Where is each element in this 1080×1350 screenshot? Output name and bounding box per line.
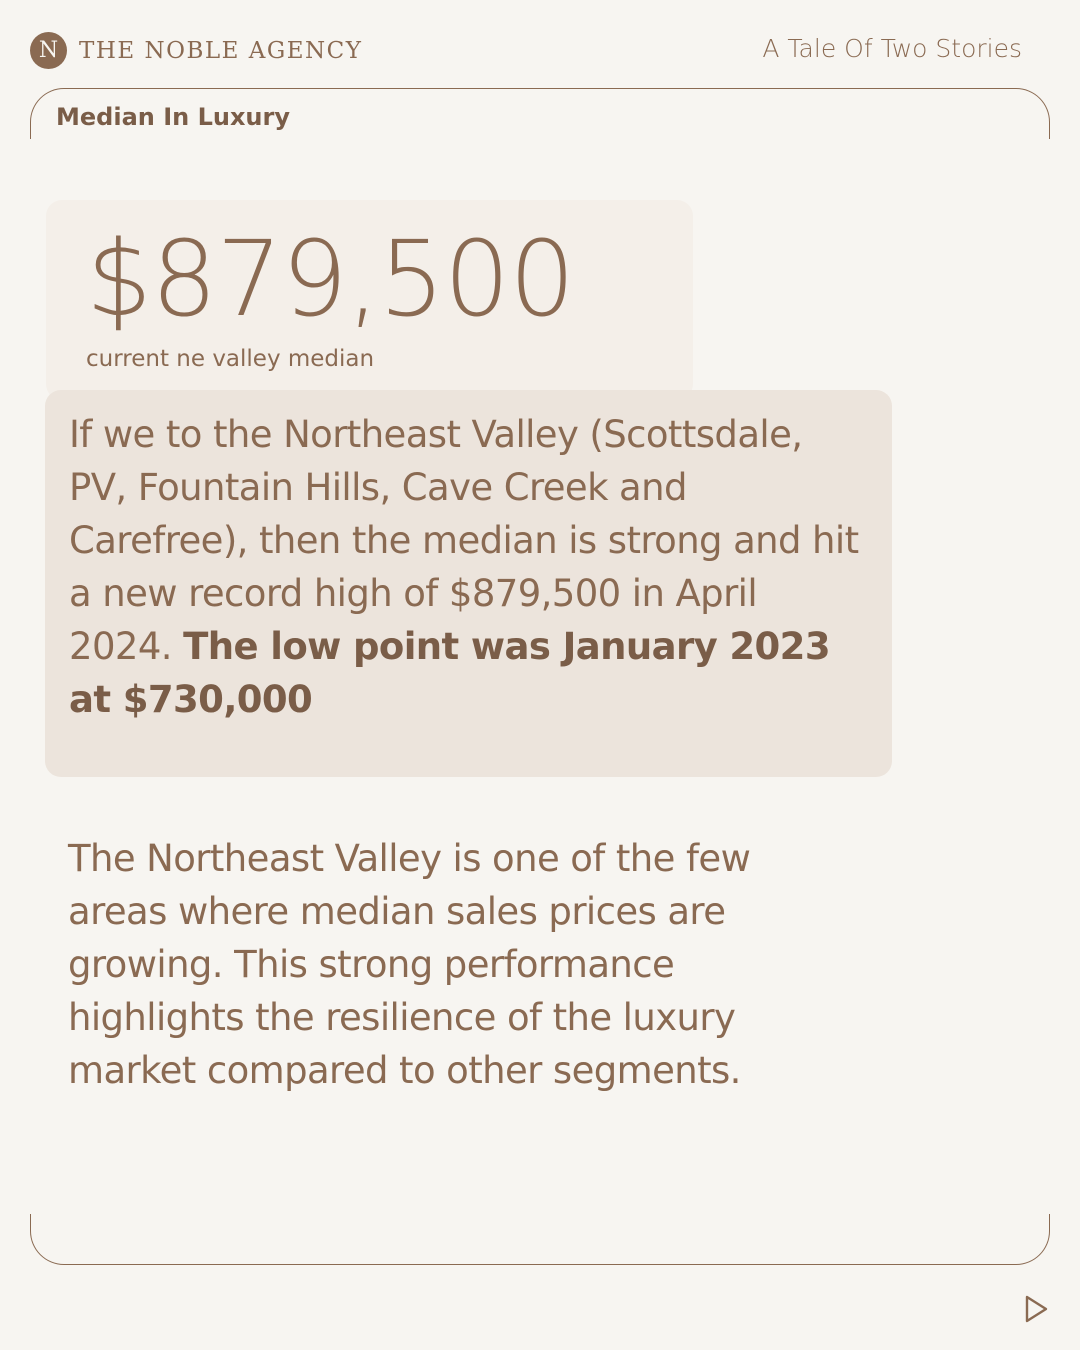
brand-name: THE NOBLE AGENCY <box>79 37 363 64</box>
play-arrow-icon <box>1024 1294 1050 1324</box>
section-label: Median In Luxury <box>56 103 290 131</box>
stat-caption: current ne valley median <box>86 346 375 372</box>
frame-bottom-bracket <box>30 1214 1050 1265</box>
highlight-bold-text: The low point was January 2023 at $730,000 <box>69 625 830 721</box>
highlight-paragraph <box>69 408 868 726</box>
deck-title: A Tale Of Two Stories <box>762 34 1022 63</box>
brand <box>30 32 362 69</box>
next-slide-button[interactable] <box>1024 1294 1050 1324</box>
stat-value: $879,500 <box>86 218 575 340</box>
highlight-text: If we to the Northeast Valley (Scottsdale, PV, Fountain Hills, Cave Creek and Carefree), then the median is strong and hit a new record high of $879,500 in April 2024. <box>69 413 859 668</box>
brand-logo-icon: N <box>30 32 67 69</box>
highlight-box <box>45 390 892 777</box>
body-paragraph: The Northeast Valley is one of the few areas where median sales prices are growing. This strong performance highlights the resilience of the luxury market compared to other segments. <box>68 837 751 1092</box>
